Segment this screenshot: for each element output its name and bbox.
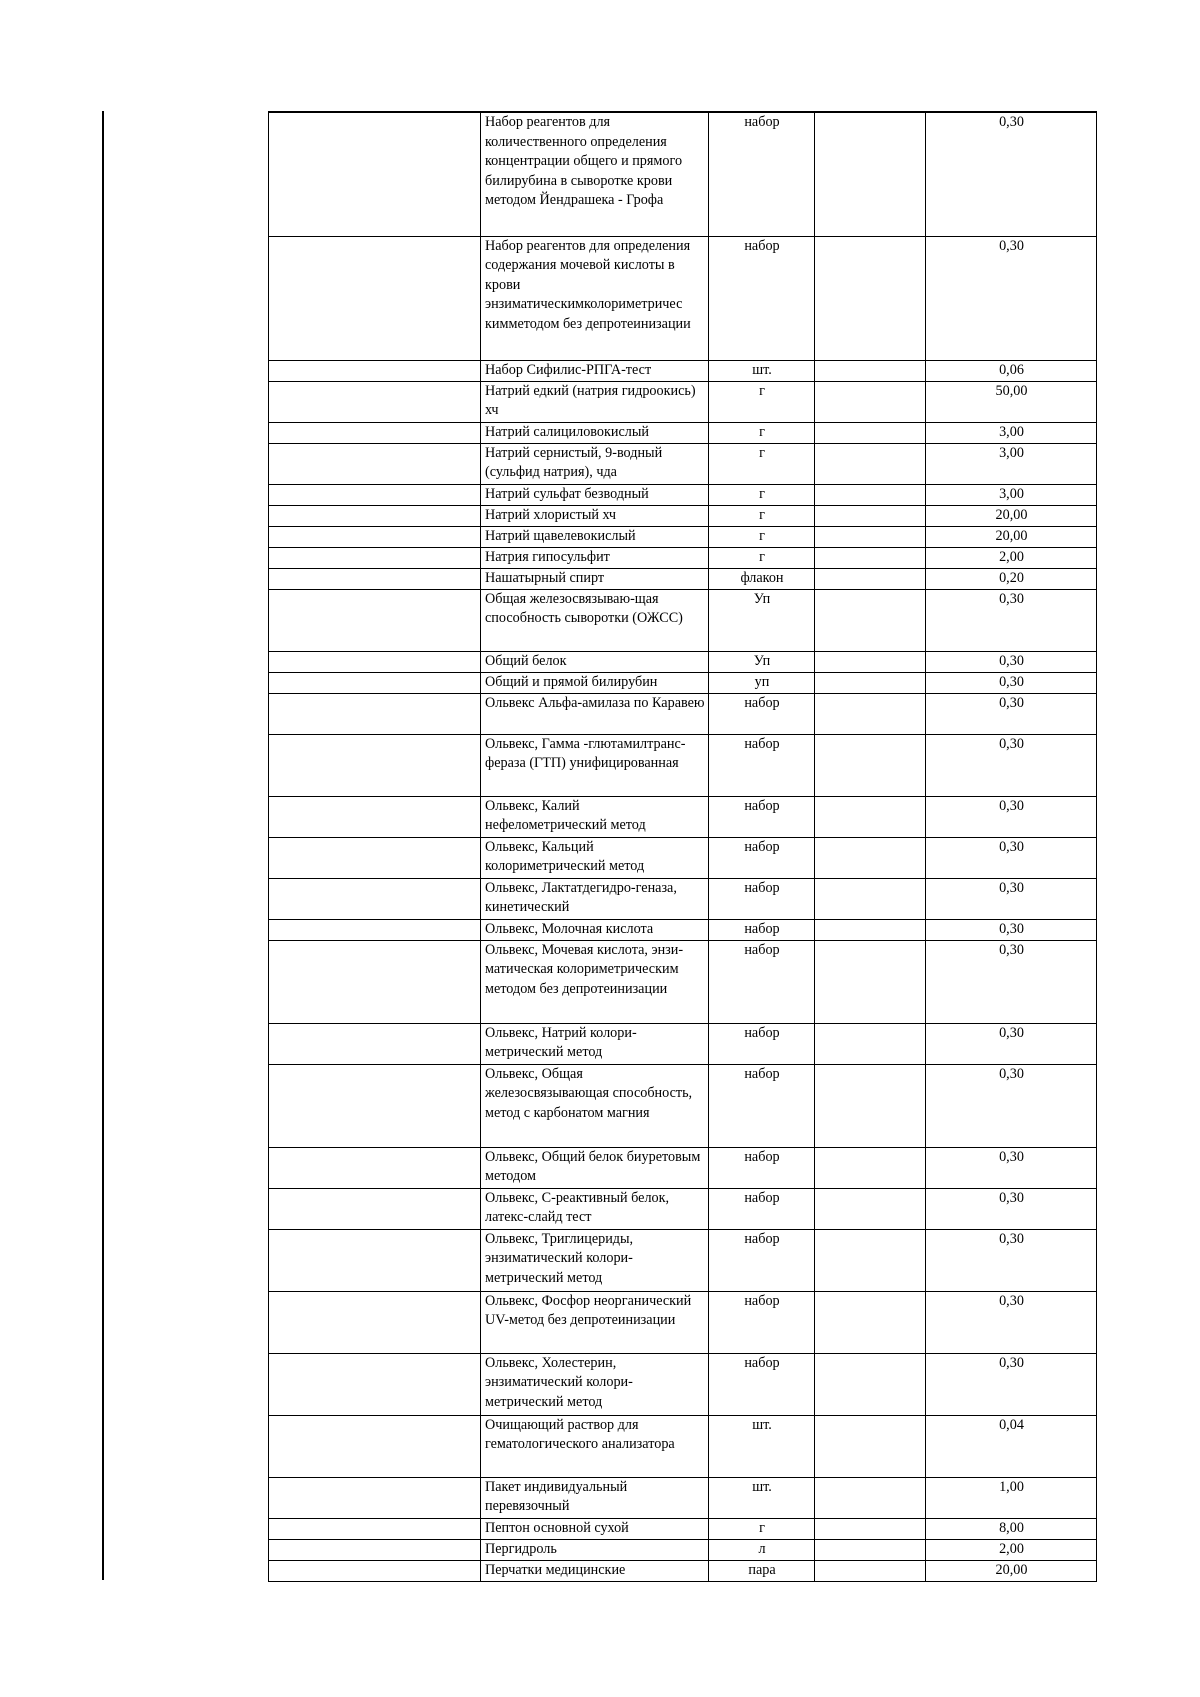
empty-middle-cell	[815, 1415, 926, 1477]
quantity-cell: 0,30	[926, 1291, 1097, 1353]
empty-middle-cell	[815, 1064, 926, 1147]
unit-cell: набор	[709, 693, 815, 734]
item-name-cell: Натрий салициловокислый	[481, 422, 709, 443]
item-name-cell: Ольвекс, Натрий колори-метрический метод	[481, 1023, 709, 1064]
unit-cell: Уп	[709, 651, 815, 672]
empty-middle-cell	[815, 484, 926, 505]
empty-left-cell	[269, 568, 481, 589]
empty-middle-cell	[815, 589, 926, 651]
table-row	[269, 1560, 1097, 1581]
table-row	[269, 422, 1097, 443]
table-row	[269, 1188, 1097, 1229]
item-name-cell: Пептон основной сухой	[481, 1518, 709, 1539]
table-row	[269, 568, 1097, 589]
empty-middle-cell	[815, 734, 926, 796]
quantity-cell: 20,00	[926, 505, 1097, 526]
item-name-cell: Ольвекс, Общий белок биуретовым методом	[481, 1147, 709, 1188]
quantity-cell: 20,00	[926, 1560, 1097, 1581]
quantity-cell: 0,30	[926, 1147, 1097, 1188]
empty-left-cell	[269, 589, 481, 651]
table-row	[269, 919, 1097, 940]
quantity-cell: 0,30	[926, 940, 1097, 1023]
table-row	[269, 796, 1097, 837]
item-name-cell: Натрий щавелевокислый	[481, 526, 709, 547]
empty-left-cell	[269, 1353, 481, 1415]
empty-middle-cell	[815, 443, 926, 484]
empty-middle-cell	[815, 381, 926, 422]
empty-left-cell	[269, 919, 481, 940]
quantity-cell: 0,30	[926, 878, 1097, 919]
item-name-cell: Общая железосвязываю-щая способность сыворотки (ОЖСС)	[481, 589, 709, 651]
empty-middle-cell	[815, 1229, 926, 1291]
table-row	[269, 484, 1097, 505]
quantity-cell: 0,30	[926, 651, 1097, 672]
unit-cell: Уп	[709, 589, 815, 651]
unit-cell: набор	[709, 1064, 815, 1147]
quantity-cell: 0,30	[926, 734, 1097, 796]
table-row	[269, 1023, 1097, 1064]
quantity-cell: 0,30	[926, 589, 1097, 651]
empty-left-cell	[269, 1291, 481, 1353]
empty-left-cell	[269, 1147, 481, 1188]
table-row	[269, 1229, 1097, 1291]
quantity-cell: 0,30	[926, 919, 1097, 940]
empty-left-cell	[269, 796, 481, 837]
item-name-cell: Натрий едкий (натрия гидроокись) хч	[481, 381, 709, 422]
quantity-cell: 2,00	[926, 1539, 1097, 1560]
empty-left-cell	[269, 526, 481, 547]
quantity-cell: 0,04	[926, 1415, 1097, 1477]
quantity-cell: 0,30	[926, 796, 1097, 837]
unit-cell: г	[709, 547, 815, 568]
unit-cell: набор	[709, 940, 815, 1023]
table-row	[269, 589, 1097, 651]
unit-cell: набор	[709, 919, 815, 940]
empty-left-cell	[269, 1539, 481, 1560]
table-row	[269, 1353, 1097, 1415]
quantity-cell: 0,30	[926, 1023, 1097, 1064]
table-row	[269, 360, 1097, 381]
table-row	[269, 547, 1097, 568]
table-row	[269, 505, 1097, 526]
empty-left-cell	[269, 693, 481, 734]
table-row	[269, 1147, 1097, 1188]
item-name-cell: Ольвекс, С-реактивный белок, латекс-слайд тест	[481, 1188, 709, 1229]
quantity-cell: 0,30	[926, 1229, 1097, 1291]
empty-middle-cell	[815, 1518, 926, 1539]
unit-cell: набор	[709, 1147, 815, 1188]
table-row	[269, 1539, 1097, 1560]
empty-middle-cell	[815, 1188, 926, 1229]
empty-middle-cell	[815, 1023, 926, 1064]
empty-left-cell	[269, 484, 481, 505]
empty-left-cell	[269, 1477, 481, 1518]
item-name-cell: Ольвекс, Фосфор неорганический UV-метод без депротеинизации	[481, 1291, 709, 1353]
empty-middle-cell	[815, 1539, 926, 1560]
item-name-cell: Ольвекс, Мочевая кислота, энзи-матическая колориметрическим методом без депротеинизации	[481, 940, 709, 1023]
item-name-cell: Очищающий раствор для гематологического анализатора	[481, 1415, 709, 1477]
item-name-cell: Общий и прямой билирубин	[481, 672, 709, 693]
empty-middle-cell	[815, 940, 926, 1023]
item-name-cell: Ольвекс Альфа-амилаза по Каравею	[481, 693, 709, 734]
quantity-cell: 8,00	[926, 1518, 1097, 1539]
empty-middle-cell	[815, 568, 926, 589]
item-name-cell: Набор Сифилис-РПГА-тест	[481, 360, 709, 381]
item-name-cell: Ольвекс, Холестерин, энзиматический колори-метрический метод	[481, 1353, 709, 1415]
quantity-cell: 0,30	[926, 672, 1097, 693]
empty-left-cell	[269, 360, 481, 381]
unit-cell: набор	[709, 878, 815, 919]
unit-cell: флакон	[709, 568, 815, 589]
empty-left-cell	[269, 422, 481, 443]
item-name-cell: Ольвекс, Лактатдегидро-геназа, кинетический	[481, 878, 709, 919]
quantity-cell: 0,20	[926, 568, 1097, 589]
unit-cell: уп	[709, 672, 815, 693]
unit-cell: набор	[709, 1291, 815, 1353]
item-name-cell: Ольвекс, Общая железосвязывающая способность, метод с карбонатом магния	[481, 1064, 709, 1147]
unit-cell: набор	[709, 796, 815, 837]
table-row	[269, 693, 1097, 734]
unit-cell: набор	[709, 1023, 815, 1064]
quantity-cell: 3,00	[926, 484, 1097, 505]
empty-middle-cell	[815, 547, 926, 568]
unit-cell: набор	[709, 837, 815, 878]
item-name-cell: Натрий сульфат безводный	[481, 484, 709, 505]
quantity-cell: 20,00	[926, 526, 1097, 547]
item-name-cell: Ольвекс, Калий нефелометрический метод	[481, 796, 709, 837]
item-name-cell: Пергидроль	[481, 1539, 709, 1560]
supplies-table	[268, 111, 1097, 1582]
unit-cell: набор	[709, 1353, 815, 1415]
empty-middle-cell	[815, 422, 926, 443]
quantity-cell: 0,30	[926, 236, 1097, 360]
empty-middle-cell	[815, 1353, 926, 1415]
quantity-cell: 0,30	[926, 837, 1097, 878]
unit-cell: набор	[709, 734, 815, 796]
table-row	[269, 1477, 1097, 1518]
table-row	[269, 526, 1097, 547]
unit-cell: г	[709, 422, 815, 443]
empty-middle-cell	[815, 1477, 926, 1518]
quantity-cell: 3,00	[926, 422, 1097, 443]
empty-left-cell	[269, 1560, 481, 1581]
page-margin-line	[102, 111, 104, 1580]
unit-cell: набор	[709, 236, 815, 360]
empty-middle-cell	[815, 651, 926, 672]
item-name-cell: Ольвекс, Молочная кислота	[481, 919, 709, 940]
empty-left-cell	[269, 1064, 481, 1147]
item-name-cell: Ольвекс, Кальций колориметрический метод	[481, 837, 709, 878]
quantity-cell: 0,30	[926, 112, 1097, 236]
empty-middle-cell	[815, 236, 926, 360]
empty-left-cell	[269, 878, 481, 919]
table-body	[269, 112, 1097, 1581]
empty-left-cell	[269, 940, 481, 1023]
item-name-cell: Ольвекс, Гамма -глютамилтранс-фераза (ГТП) унифицированная	[481, 734, 709, 796]
item-name-cell: Натрий хлористый хч	[481, 505, 709, 526]
quantity-cell: 0,06	[926, 360, 1097, 381]
unit-cell: набор	[709, 112, 815, 236]
unit-cell: набор	[709, 1188, 815, 1229]
unit-cell: шт.	[709, 1415, 815, 1477]
table-row	[269, 878, 1097, 919]
empty-middle-cell	[815, 837, 926, 878]
empty-middle-cell	[815, 112, 926, 236]
empty-middle-cell	[815, 505, 926, 526]
table-row	[269, 236, 1097, 360]
table-row	[269, 1291, 1097, 1353]
unit-cell: шт.	[709, 1477, 815, 1518]
item-name-cell: Ольвекс, Триглицериды, энзиматический колори-метрический метод	[481, 1229, 709, 1291]
table-row	[269, 651, 1097, 672]
item-name-cell: Перчатки медицинские	[481, 1560, 709, 1581]
unit-cell: л	[709, 1539, 815, 1560]
unit-cell: г	[709, 505, 815, 526]
item-name-cell: Общий белок	[481, 651, 709, 672]
unit-cell: набор	[709, 1229, 815, 1291]
table-row	[269, 1064, 1097, 1147]
empty-left-cell	[269, 112, 481, 236]
table-row	[269, 1518, 1097, 1539]
item-name-cell: Набор реагентов для количественного определения концентрации общего и прямого билирубина в сыворотке крови методом Йендрашека - Грофа	[481, 112, 709, 236]
empty-middle-cell	[815, 526, 926, 547]
quantity-cell: 0,30	[926, 1188, 1097, 1229]
empty-left-cell	[269, 505, 481, 526]
table-row	[269, 672, 1097, 693]
table-row	[269, 112, 1097, 236]
quantity-cell: 1,00	[926, 1477, 1097, 1518]
unit-cell: г	[709, 526, 815, 547]
item-name-cell: Нашатырный спирт	[481, 568, 709, 589]
table-row	[269, 837, 1097, 878]
empty-middle-cell	[815, 1291, 926, 1353]
empty-left-cell	[269, 1023, 481, 1064]
item-name-cell: Пакет индивидуальный перевязочный	[481, 1477, 709, 1518]
quantity-cell: 50,00	[926, 381, 1097, 422]
empty-middle-cell	[815, 672, 926, 693]
empty-middle-cell	[815, 1147, 926, 1188]
unit-cell: г	[709, 1518, 815, 1539]
table-row	[269, 734, 1097, 796]
empty-left-cell	[269, 651, 481, 672]
unit-cell: г	[709, 381, 815, 422]
empty-middle-cell	[815, 360, 926, 381]
item-name-cell: Натрия гипосульфит	[481, 547, 709, 568]
empty-left-cell	[269, 236, 481, 360]
unit-cell: г	[709, 484, 815, 505]
quantity-cell: 0,30	[926, 693, 1097, 734]
unit-cell: г	[709, 443, 815, 484]
table-row	[269, 1415, 1097, 1477]
empty-middle-cell	[815, 693, 926, 734]
table-row	[269, 443, 1097, 484]
item-name-cell: Натрий сернистый, 9-водный (сульфид натрия), чда	[481, 443, 709, 484]
empty-middle-cell	[815, 796, 926, 837]
empty-left-cell	[269, 381, 481, 422]
quantity-cell: 0,30	[926, 1064, 1097, 1147]
empty-middle-cell	[815, 1560, 926, 1581]
quantity-cell: 3,00	[926, 443, 1097, 484]
unit-cell: пара	[709, 1560, 815, 1581]
empty-middle-cell	[815, 919, 926, 940]
empty-left-cell	[269, 547, 481, 568]
item-name-cell: Набор реагентов для определения содержания мочевой кислоты в крови энзиматическимколориметричес кимметодом без депротеинизации	[481, 236, 709, 360]
quantity-cell: 0,30	[926, 1353, 1097, 1415]
empty-left-cell	[269, 443, 481, 484]
empty-middle-cell	[815, 878, 926, 919]
table-row	[269, 940, 1097, 1023]
empty-left-cell	[269, 837, 481, 878]
empty-left-cell	[269, 1415, 481, 1477]
unit-cell: шт.	[709, 360, 815, 381]
empty-left-cell	[269, 672, 481, 693]
quantity-cell: 2,00	[926, 547, 1097, 568]
empty-left-cell	[269, 1188, 481, 1229]
empty-left-cell	[269, 1518, 481, 1539]
empty-left-cell	[269, 734, 481, 796]
empty-left-cell	[269, 1229, 481, 1291]
table-row	[269, 381, 1097, 422]
